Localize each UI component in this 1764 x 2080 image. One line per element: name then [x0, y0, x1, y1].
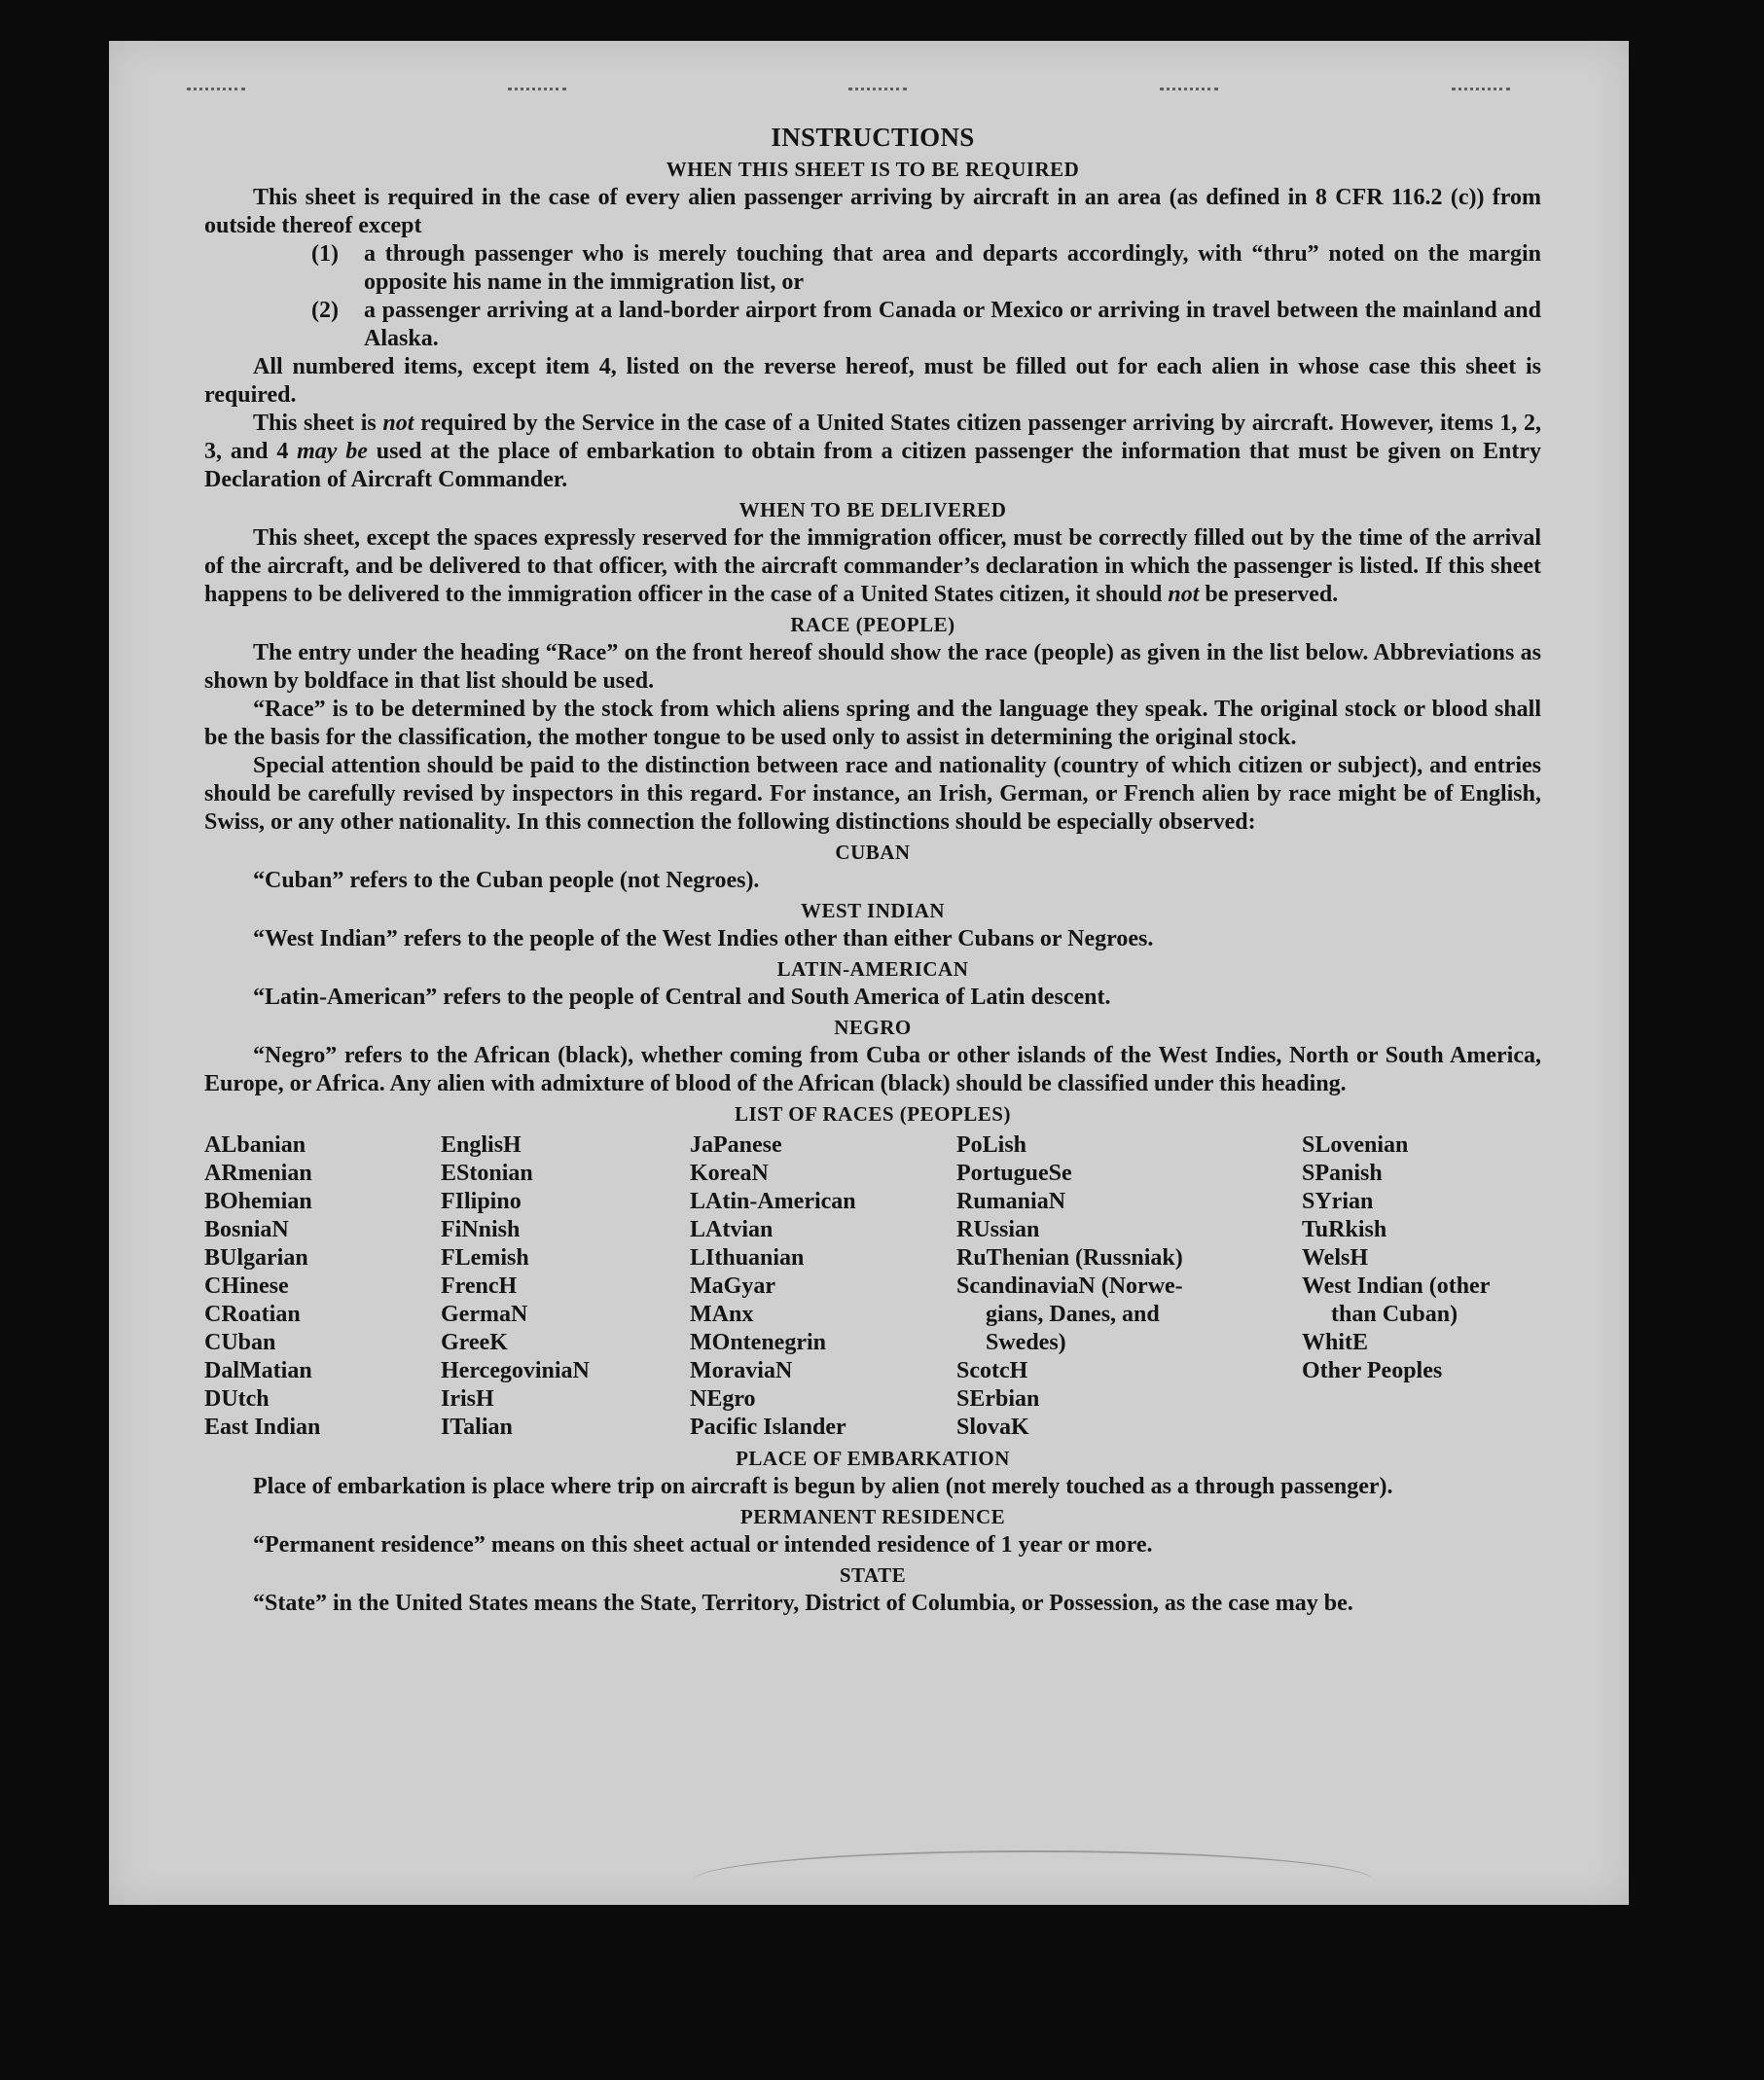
- page-title: INSTRUCTIONS: [771, 123, 975, 152]
- race-item: KoreaN: [690, 1161, 769, 1186]
- document-page: [109, 41, 1629, 1905]
- race-item: MaGyar: [690, 1273, 775, 1299]
- race-item: SPanish: [1302, 1161, 1383, 1186]
- race-item: ScandinaviaN (Norwe-: [956, 1273, 1183, 1299]
- exception-number: (2): [311, 298, 339, 323]
- scan-mark: [1452, 88, 1510, 94]
- race-item: WelsH: [1302, 1245, 1369, 1271]
- race-item: West Indian (other: [1302, 1273, 1491, 1299]
- scan-mark: [508, 88, 566, 94]
- heading-when-delivered: WHEN TO BE DELIVERED: [738, 498, 1007, 521]
- document-body: [204, 121, 1541, 1618]
- west-indian-text: “West Indian” refers to the people of the West Indies other than either Cubans or Negroes.: [253, 926, 1154, 951]
- race-item: SErbian: [956, 1386, 1040, 1412]
- race-item: Other Peoples: [1302, 1358, 1443, 1383]
- text-run: required by the Service in the case of a United States citizen passenger arriving by aircraft. However, items 1, 2, 3, and 4: [204, 411, 1541, 464]
- latin-american-text: “Latin-American” refers to the people of Central and South America of Latin descent.: [253, 985, 1111, 1010]
- race-item: BUlgarian: [204, 1245, 308, 1271]
- race-item: FiNnish: [441, 1217, 521, 1242]
- embarkation-text: Place of embarkation is place where trip on aircraft is begun by alien (not merely touched as a through passenger).: [253, 1474, 1393, 1499]
- race-item: SYrian: [1302, 1189, 1374, 1214]
- race-item: DUtch: [204, 1386, 270, 1412]
- heading-latin-american: LATIN-AMERICAN: [776, 957, 969, 981]
- race-item: ITalian: [441, 1415, 513, 1440]
- race-item: EStonian: [441, 1161, 533, 1186]
- race-item: RUssian: [956, 1217, 1040, 1242]
- required-para-citizen: [204, 410, 1541, 494]
- race-item: BosniaN: [204, 1217, 289, 1242]
- races-column-3: [690, 1131, 956, 1442]
- exception-text: a through passenger who is merely touching that area and departs accordingly, with “thru” noted on the margin opposite his name in the immigration list, or: [364, 241, 1541, 295]
- race-para-3: Special attention should be paid to the distinction between race and nationality (country of which citizen or subject), and entries should be carefully revised by inspectors in this regard. For instance, an Irish, German, or French alien by race might be of English, Swiss, or any other nationality. In this connection the following distinctions should be especially observed:: [204, 753, 1541, 835]
- race-item: CHinese: [204, 1273, 289, 1299]
- exception-item: [204, 297, 1541, 353]
- scan-mark: [1160, 88, 1218, 94]
- race-item: LAtvian: [690, 1217, 774, 1242]
- emphasis-not: not: [1168, 582, 1200, 607]
- races-column-2: [441, 1131, 690, 1442]
- race-item: FLemish: [441, 1245, 529, 1271]
- exception-number: (1): [311, 241, 339, 267]
- race-item-continuation: gians, Danes, and: [986, 1302, 1160, 1327]
- heading-place-of-embarkation: PLACE OF EMBARKATION: [736, 1447, 1010, 1470]
- text-run: This sheet is: [253, 411, 383, 436]
- race-item: RuThenian (Russniak): [956, 1245, 1183, 1271]
- race-item: NEgro: [690, 1386, 756, 1412]
- state-text: “State” in the United States means the State, Territory, District of Columbia, or Possession, as the case may be.: [253, 1591, 1353, 1616]
- race-item: RumaniaN: [956, 1189, 1066, 1214]
- paper-fold-crease: [693, 1850, 1374, 1905]
- race-item: FrencH: [441, 1273, 518, 1299]
- race-item: CUban: [204, 1330, 276, 1355]
- race-item: Pacific Islander: [690, 1415, 846, 1440]
- race-item: ARmenian: [204, 1161, 312, 1186]
- races-table: [204, 1131, 1541, 1442]
- race-item-continuation: Swedes): [986, 1330, 1066, 1355]
- heading-permanent-residence: PERMANENT RESIDENCE: [739, 1505, 1006, 1528]
- race-item: East Indian: [204, 1415, 321, 1440]
- race-item: JaPanese: [690, 1132, 782, 1158]
- heading-negro: NEGRO: [834, 1016, 912, 1039]
- races-column-4: [956, 1131, 1302, 1442]
- race-item: WhitE: [1302, 1330, 1369, 1355]
- scan-mark: [848, 88, 907, 94]
- heading-cuban: CUBAN: [835, 841, 911, 864]
- heading-race: RACE (PEOPLE): [790, 613, 955, 636]
- race-item: HercegoviniaN: [441, 1358, 590, 1383]
- emphasis-not: not: [382, 411, 414, 436]
- race-item: EnglisH: [441, 1132, 522, 1158]
- race-item: MOntenegrin: [690, 1330, 826, 1355]
- race-item: PoLish: [956, 1132, 1027, 1158]
- race-para-1: The entry under the heading “Race” on the front hereof should show the race (people) as given in the list below. Abbreviations as shown by boldface in that list should be used.: [204, 640, 1541, 694]
- cuban-text: “Cuban” refers to the Cuban people (not Negroes).: [253, 868, 760, 893]
- race-item: BOhemian: [204, 1189, 312, 1214]
- heading-west-indian: WEST INDIAN: [800, 899, 946, 922]
- race-item: SlovaK: [956, 1415, 1029, 1440]
- text-run: be preserved.: [1199, 582, 1339, 607]
- text-run: used at the place of embarkation to obtain from a citizen passenger the information that must be given on Entry Declaration of Aircraft Commander.: [204, 439, 1541, 492]
- heading-when-required: WHEN THIS SHEET IS TO BE REQUIRED: [666, 158, 1080, 181]
- race-item: IrisH: [441, 1386, 494, 1412]
- race-item: SLovenian: [1302, 1132, 1409, 1158]
- text-run: This sheet, except the spaces expressly reserved for the immigration officer, must be correctly filled out by the time of the arrival of the aircraft, and be delivered to that officer, with the aircraft commander’s declaration in which the passenger is listed. If this sheet happens to be delivered to the immigration officer in the case of a United States citizen, it should: [204, 525, 1541, 607]
- race-item: MoraviaN: [690, 1358, 793, 1383]
- exception-text: a passenger arriving at a land-border airport from Canada or Mexico or arriving in travel between the mainland and Alaska.: [364, 298, 1541, 351]
- race-item: ScotcH: [956, 1358, 1028, 1383]
- exception-list: [204, 240, 1541, 353]
- race-item: LAtin-American: [690, 1189, 856, 1214]
- race-item: DalMatian: [204, 1358, 312, 1383]
- delivered-text: [204, 524, 1541, 609]
- exception-item: [204, 240, 1541, 297]
- race-item: TuRkish: [1302, 1217, 1387, 1242]
- negro-text: “Negro” refers to the African (black), whether coming from Cuba or other islands of the West Indies, North or South America, Europe, or Africa. Any alien with admixture of blood of the African (black) should be classified under this heading.: [204, 1043, 1541, 1096]
- race-item: GermaN: [441, 1302, 528, 1327]
- race-item: FIlipino: [441, 1189, 522, 1214]
- race-item: MAnx: [690, 1302, 754, 1327]
- races-column-1: [204, 1131, 441, 1442]
- race-item: PortugueSe: [956, 1161, 1072, 1186]
- heading-list-of-races: LIST OF RACES (PEOPLES): [735, 1102, 1011, 1126]
- race-item: GreeK: [441, 1330, 508, 1355]
- residence-text: “Permanent residence” means on this sheet actual or intended residence of 1 year or more.: [253, 1532, 1153, 1558]
- race-item-continuation: than Cuban): [1331, 1302, 1458, 1327]
- heading-state: STATE: [839, 1563, 907, 1587]
- scan-mark: [187, 88, 245, 94]
- race-para-2: “Race” is to be determined by the stock from which aliens spring and the language they speak. The original stock or blood shall be the basis for the classification, the mother tongue to be used only to assist in determining the original stock.: [204, 697, 1541, 750]
- race-item: ALbanian: [204, 1132, 306, 1158]
- required-para-numbered-items: All numbered items, except item 4, listed on the reverse hereof, must be filled out for each alien in whose case this sheet is required.: [204, 354, 1541, 408]
- race-item: LIthuanian: [690, 1245, 805, 1271]
- required-intro: This sheet is required in the case of every alien passenger arriving by aircraft in an area (as defined in 8 CFR 116.2 (c)) from outside thereof except: [204, 185, 1541, 238]
- races-column-5: [1302, 1131, 1541, 1442]
- scan-artifacts: [109, 41, 1629, 119]
- emphasis-may-be: may be: [297, 439, 368, 464]
- race-item: CRoatian: [204, 1302, 301, 1327]
